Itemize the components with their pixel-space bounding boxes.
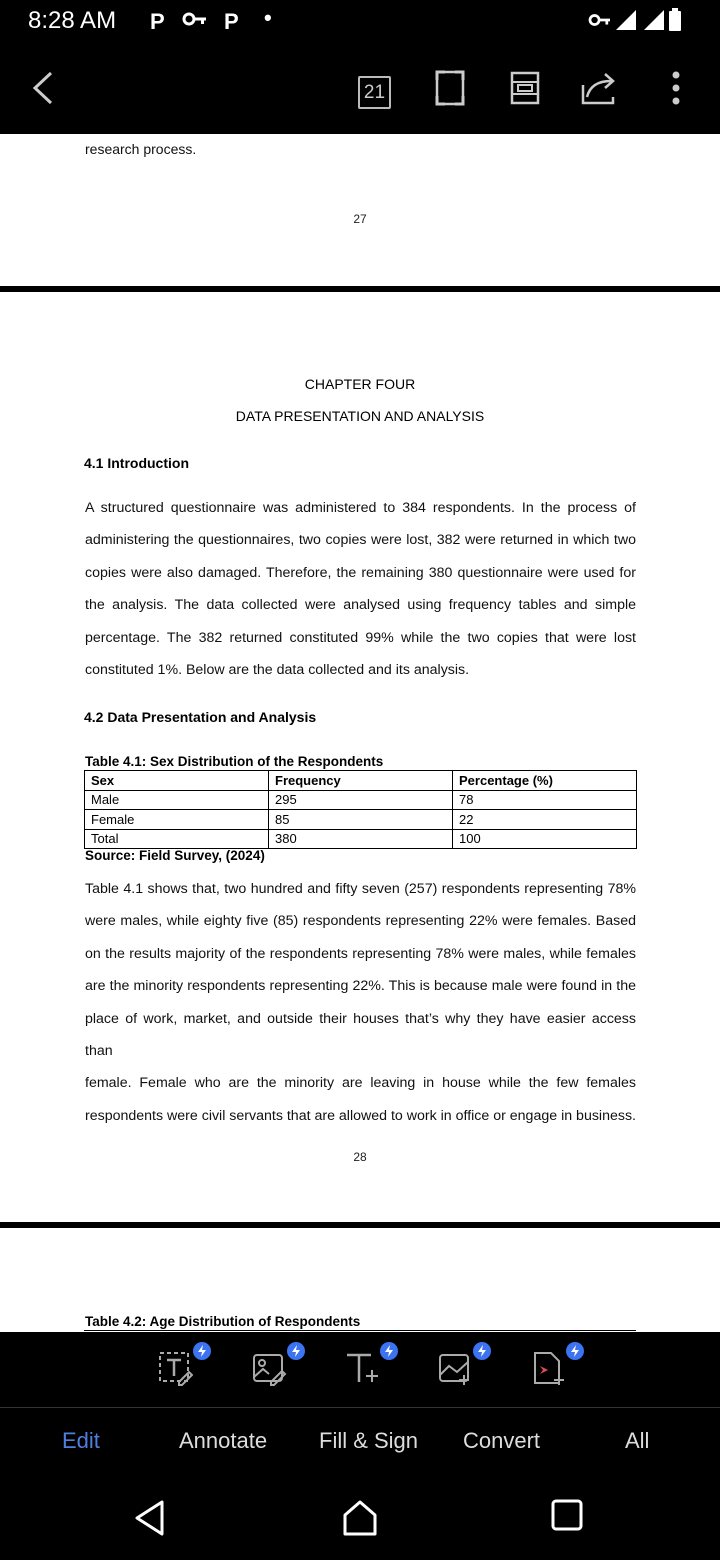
- premium-bolt-icon: [193, 1342, 211, 1360]
- bottom-tab-bar: [0, 1407, 720, 1477]
- table-cell: 100: [453, 829, 637, 849]
- paragraph-line: constituted 1%. Below are the data collected and its analysis.: [85, 662, 470, 679]
- add-text-icon: [344, 1350, 380, 1386]
- paragraph-line: Table 4.1 shows that, two hundred and fifty seven (257) respondents representing 78%: [85, 881, 636, 897]
- premium-bolt-icon: [287, 1342, 305, 1360]
- page-number: 27: [353, 212, 367, 226]
- table-cell: 295: [269, 790, 453, 810]
- status-bar: [0, 0, 720, 42]
- vpn-key-icon: [588, 10, 612, 36]
- chapter-title: DATA PRESENTATION AND ANALYSIS: [235, 408, 485, 424]
- paragraph-line: A structured questionnaire was administered to 384 respondents. In the process of: [85, 500, 636, 516]
- more-vertical-icon: [672, 71, 680, 105]
- table-caption: Table 4.1: Sex Distribution of the Respondents: [85, 754, 384, 769]
- table-header-row: [85, 771, 637, 791]
- page27-tail-text: research process.: [85, 141, 197, 157]
- page-separator: [0, 286, 720, 292]
- page-view-button[interactable]: [501, 64, 549, 112]
- tab-convert[interactable]: Convert: [463, 1428, 541, 1453]
- edit-text-icon: [157, 1350, 193, 1386]
- paragraph-line: on the results majority of the respondents representing 78% were males, while females: [85, 945, 636, 962]
- table-header-cell: Frequency: [269, 771, 453, 791]
- table-header-cell: Percentage (%): [453, 771, 637, 791]
- dot-icon: •: [264, 5, 272, 30]
- p-icon: P: [224, 9, 239, 34]
- paragraph-line: copies were also damaged. Therefore, the remaining 380 questionnaire were used for: [85, 564, 636, 581]
- system-navigation-bar: [0, 1477, 720, 1560]
- back-button[interactable]: [20, 64, 68, 112]
- table-cell: 380: [269, 829, 453, 849]
- table-source: Source: Field Survey, (2024): [85, 848, 265, 863]
- add-text-button[interactable]: [344, 1350, 384, 1390]
- table-row: [85, 829, 637, 849]
- paragraph-line: respondents were civil servants that are allowed to work in office or engage in business.: [85, 1107, 636, 1124]
- document-view[interactable]: [0, 134, 720, 1332]
- sign-document-button[interactable]: [530, 1350, 570, 1390]
- section-heading-introduction: 4.1 Introduction: [84, 455, 189, 471]
- tab-all[interactable]: All: [625, 1428, 650, 1453]
- tab-annotate[interactable]: Annotate: [179, 1428, 268, 1453]
- table-cell: Total: [85, 829, 269, 849]
- table-cell: Female: [85, 810, 269, 830]
- signal-icon: [642, 8, 666, 38]
- back-arrow-icon: [29, 70, 59, 106]
- share-icon: [581, 71, 619, 105]
- nav-home-icon: [342, 1499, 378, 1537]
- premium-bolt-icon: [473, 1342, 491, 1360]
- battery-icon: [668, 8, 682, 38]
- page-number: 28: [353, 1150, 367, 1164]
- fullscreen-button[interactable]: [426, 64, 474, 112]
- sex-distribution-table: [84, 770, 637, 849]
- nav-home-button[interactable]: [342, 1499, 378, 1542]
- premium-bolt-icon: [566, 1342, 584, 1360]
- table-row: [85, 810, 637, 830]
- premium-bolt-icon: [380, 1342, 398, 1360]
- signal-icon: [614, 8, 638, 38]
- edit-tools-bar: [0, 1332, 720, 1407]
- add-image-button[interactable]: [437, 1350, 477, 1390]
- table-row: [85, 790, 637, 810]
- table-cell: 78: [453, 790, 637, 810]
- status-time: 8:28 AM: [28, 7, 117, 34]
- nav-recents-icon: [551, 1499, 583, 1531]
- paragraph-line: were males, while eighty five (85) respondents representing 22% were females. Based: [85, 913, 636, 930]
- paragraph-line: female. Female who are the minority are leaving in house while the few females: [85, 1075, 636, 1092]
- key-icon: [182, 8, 208, 36]
- intro-paragraph: [85, 492, 636, 686]
- chapter-heading: CHAPTER FOUR: [304, 376, 416, 392]
- table-cell: 22: [453, 810, 637, 830]
- tab-edit[interactable]: Edit: [62, 1428, 100, 1453]
- tab-fill-sign[interactable]: Fill & Sign: [319, 1428, 419, 1453]
- table-cell: 85: [269, 810, 453, 830]
- more-options-button[interactable]: [652, 64, 700, 112]
- sign-document-icon: [530, 1350, 566, 1386]
- page-count-button[interactable]: 21: [358, 76, 391, 109]
- fullscreen-icon: [435, 70, 465, 106]
- paragraph-line: are the minority respondents representing 22%. This is because male were found in the: [85, 978, 636, 995]
- paragraph-line: place of work, market, and outside their houses that’s why they have easier access than: [85, 1010, 636, 1060]
- table-caption: Table 4.2: Age Distribution of Respondents: [85, 1314, 361, 1329]
- section-heading-data-presentation: 4.2 Data Presentation and Analysis: [84, 709, 317, 725]
- edit-text-button[interactable]: [157, 1350, 197, 1390]
- analysis-paragraph: [85, 873, 636, 1132]
- edit-image-button[interactable]: [251, 1350, 291, 1390]
- edit-image-icon: [251, 1350, 287, 1386]
- page-separator: [0, 1222, 720, 1228]
- add-image-icon: [437, 1350, 473, 1386]
- paragraph-line: administering the questionnaires, two copies were lost, 382 were returned in which two: [85, 532, 636, 549]
- nav-back-button[interactable]: [134, 1499, 166, 1542]
- page-layout-icon: [510, 71, 540, 105]
- nav-recents-button[interactable]: [551, 1499, 583, 1536]
- paragraph-line: the analysis. The data collected were analysed using frequency tables and simple: [85, 597, 636, 614]
- p-icon: P: [150, 9, 165, 34]
- nav-back-icon: [134, 1499, 166, 1537]
- paragraph-line: percentage. The 382 returned constituted 99% while the two copies that were lost: [85, 629, 636, 646]
- share-button[interactable]: [576, 64, 624, 112]
- table-header-cell: Sex: [85, 771, 269, 791]
- table-cell: Male: [85, 790, 269, 810]
